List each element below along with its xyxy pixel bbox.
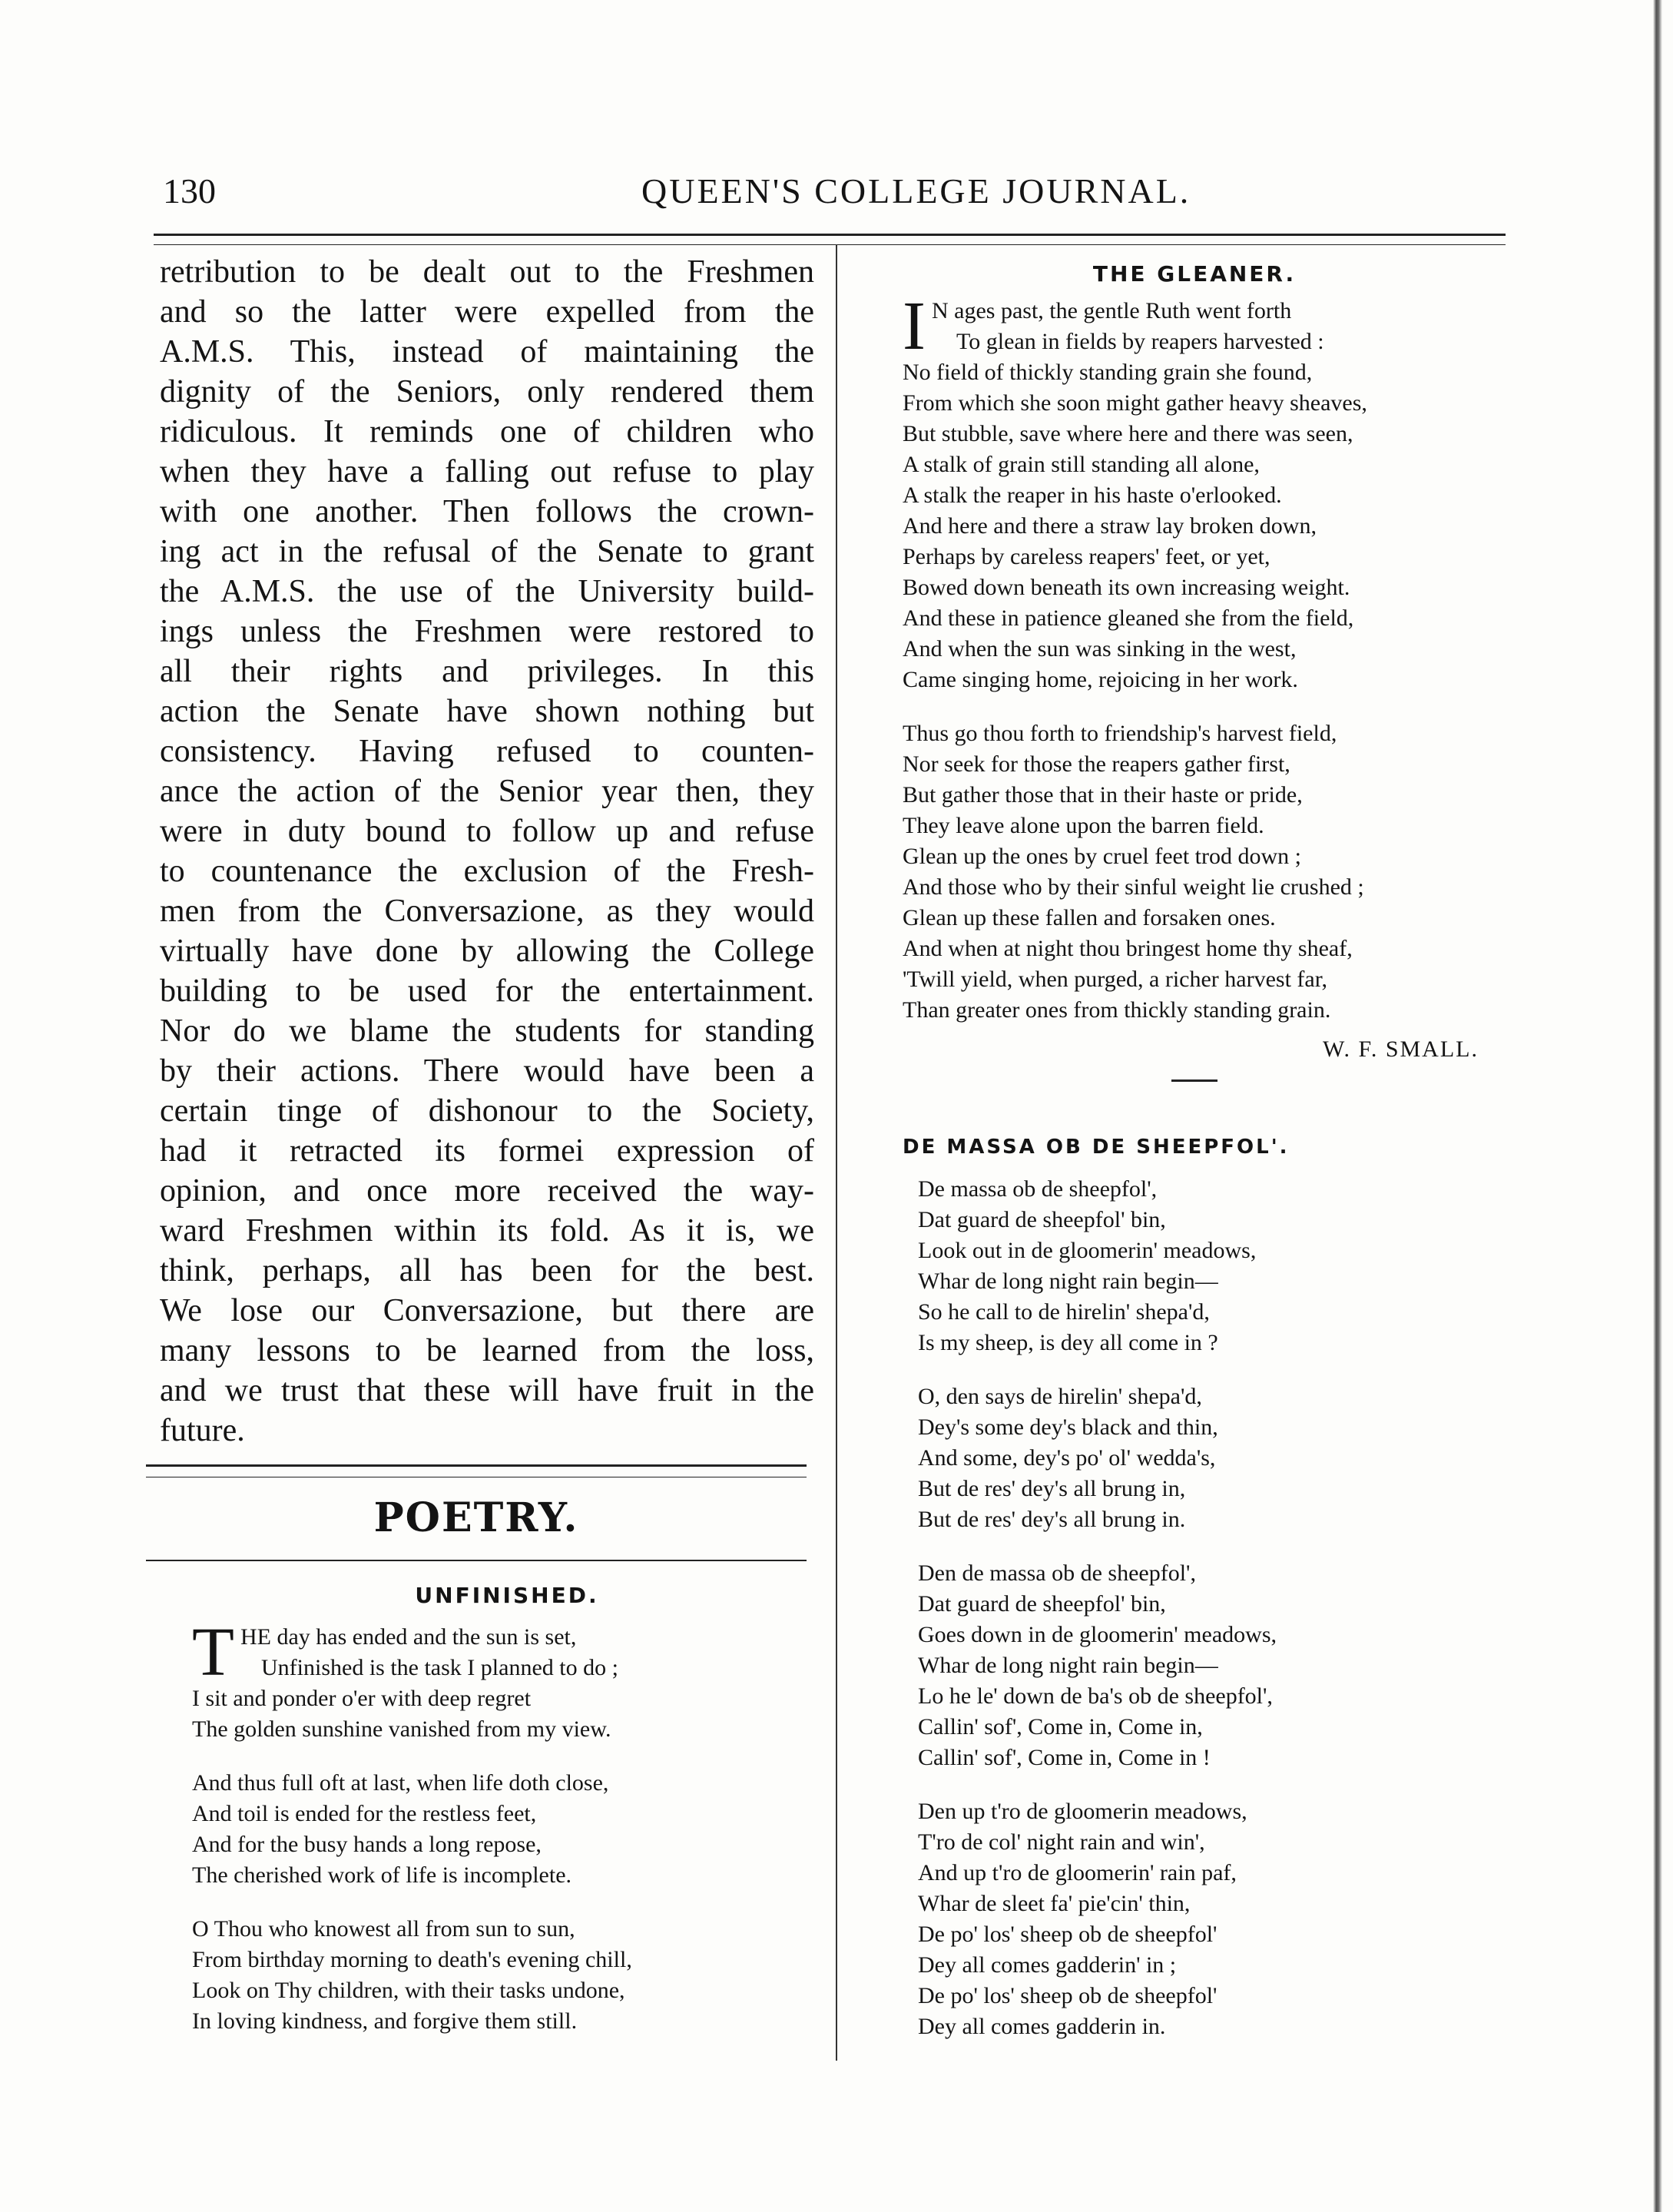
scan-edge-shadow <box>1653 0 1662 2212</box>
verse-line: Glean up these fallen and forsaken ones. <box>903 905 1276 930</box>
editorial-continuation <box>160 252 814 1451</box>
verse-line: Den up t'ro de gloomerin meadows, <box>918 1799 1247 1824</box>
poem-unfinished <box>192 1583 822 2037</box>
verse-line: O Thou who knowest all from sun to sun, <box>192 1916 575 1942</box>
verse-line: The golden sunshine vanished from my view. <box>192 1716 611 1742</box>
prose-line: building to be used for the entertainment. <box>160 973 814 1009</box>
prose-line: were in duty bound to follow up and refuse <box>160 814 814 849</box>
verse-line: Dey all comes gadderin' in ; <box>918 1952 1177 1978</box>
prose-line: ridiculous. It reminds one of children who <box>160 414 814 449</box>
verse-line: N ages past, the gentle Ruth went forth <box>931 298 1292 323</box>
verse-line: Unfinished is the task I planned to do ; <box>261 1655 618 1680</box>
prose-line: men from the Conversazione, as they would <box>160 894 814 929</box>
prose-line: retribution to be dealt out to the Freshmen <box>160 254 814 290</box>
stanza <box>192 1614 822 1745</box>
stanza <box>192 1914 822 2037</box>
prose-line: many lessons to be learned from the loss, <box>160 1333 814 1368</box>
verse-line: And thus full oft at last, when life doth close, <box>192 1770 609 1796</box>
prose-line: A.M.S. This, instead of maintaining the <box>160 334 814 370</box>
verse-line: Dey's some dey's black and thin, <box>918 1414 1218 1440</box>
verse-line: I sit and ponder o'er with deep regret <box>192 1686 532 1711</box>
poem-title: UNFINISHED. <box>415 1583 599 1608</box>
verse-line: Callin' sof', Come in, Come in ! <box>918 1745 1211 1770</box>
verse-line: 'Twill yield, when purged, a richer harvest far, <box>903 967 1328 992</box>
prose-line: We lose our Conversazione, but there are <box>160 1293 814 1328</box>
verse-line: A stalk the reaper in his haste o'erlooked. <box>903 483 1282 508</box>
verse-line: Bowed down beneath its own increasing weight. <box>903 575 1350 600</box>
verse-line: Look on Thy children, with their tasks undone, <box>192 1978 625 2003</box>
verse-line: Whar de long night rain begin— <box>918 1269 1218 1294</box>
verse-line: And these in patience gleaned she from the field, <box>903 605 1354 631</box>
stanza <box>918 1558 1502 1773</box>
prose-line: ance the action of the Senior year then, they <box>160 774 814 809</box>
verse-line: Dat guard de sheepfol' bin, <box>918 1591 1166 1617</box>
verse-line: De po' los' sheep ob de sheepfol' <box>918 1922 1217 1947</box>
verse-line: Than greater ones from thickly standing grain. <box>903 997 1331 1023</box>
section-rule-thick <box>146 1464 807 1467</box>
stanza <box>903 288 1486 695</box>
prose-line: future. <box>160 1413 245 1448</box>
prose-line: virtually have done by allowing the College <box>160 934 814 969</box>
drop-cap: T <box>192 1614 234 1690</box>
header-rule-thick <box>154 234 1506 236</box>
prose-line: ward Freshmen within its fold. As it is, we <box>160 1213 814 1249</box>
verse-line: And up t'ro de gloomerin' rain paf, <box>918 1860 1237 1885</box>
prose-line: consistency. Having refused to counten- <box>160 734 814 769</box>
poetry-section-title: POETRY. <box>373 1494 579 1541</box>
verse-line: But gather those that in their haste or pride, <box>903 782 1303 808</box>
prose-line: with one another. Then follows the crown- <box>160 494 814 529</box>
verse-line: From which she soon might gather heavy sheaves, <box>903 390 1367 416</box>
page-number: 130 <box>163 171 216 211</box>
poem-title: DE MASSA OB DE SHEEPFOL'. <box>903 1136 1290 1159</box>
verse-line: And toil is ended for the restless feet, <box>192 1801 537 1826</box>
poem-title: THE GLEANER. <box>1092 261 1297 287</box>
separator-dash <box>1171 1079 1217 1082</box>
verse-line: To glean in fields by reapers harvested : <box>956 329 1324 354</box>
verse-line: Dey all comes gadderin in. <box>918 2014 1166 2039</box>
verse-line: The cherished work of life is incomplete. <box>192 1862 572 1888</box>
verse-line: And for the busy hands a long repose, <box>192 1832 542 1857</box>
verse-line: Whar de sleet fa' pie'cin' thin, <box>918 1891 1191 1916</box>
verse-line: Came singing home, rejoicing in her work. <box>903 667 1298 692</box>
prose-line: the A.M.S. the use of the University build- <box>160 574 814 609</box>
prose-line: opinion, and once more received the way- <box>160 1173 814 1209</box>
verse-line: They leave alone upon the barren field. <box>903 813 1264 838</box>
verse-line: Perhaps by careless reapers' feet, or yet, <box>903 544 1270 569</box>
verse-line: De massa ob de sheepfol', <box>918 1176 1158 1202</box>
prose-line: by their actions. There would have been a <box>160 1053 814 1089</box>
verse-line: Lo he le' down de ba's ob de sheepfol', <box>918 1683 1273 1709</box>
verse-line: And those who by their sinful weight lie crushed ; <box>903 874 1364 900</box>
verse-line: And when the sun was sinking in the west, <box>903 636 1297 662</box>
verse-line: Den de massa ob de sheepfol', <box>918 1560 1196 1586</box>
stanza <box>903 718 1486 1026</box>
prose-line: had it retracted its formei expression of <box>160 1133 814 1169</box>
prose-line: ings unless the Freshmen were restored to <box>160 614 814 649</box>
stanza <box>918 1381 1502 1535</box>
prose-line: and we trust that these will have fruit in the <box>160 1373 814 1408</box>
poem-signature: W. F. SMALL. <box>1322 1036 1479 1062</box>
verse-line: But stubble, save where here and there was seen, <box>903 421 1353 446</box>
verse-line: From birthday morning to death's evening chill, <box>192 1947 632 1972</box>
verse-line: So he call to de hirelin' shepa'd, <box>918 1299 1210 1325</box>
verse-line: And some, dey's po' ol' wedda's, <box>918 1445 1216 1471</box>
editorial-paragraph <box>160 252 814 1451</box>
prose-line: action the Senate have shown nothing but <box>160 694 814 729</box>
poem-gleaner <box>903 261 1486 1082</box>
prose-line: ing act in the refusal of the Senate to grant <box>160 534 814 569</box>
verse-line: No field of thickly standing grain she found, <box>903 360 1313 385</box>
prose-line: certain tinge of dishonour to the Society, <box>160 1093 814 1129</box>
verse-line: Dat guard de sheepfol' bin, <box>918 1207 1166 1232</box>
poem-massa-ob-de-sheepfol <box>903 1136 1502 2042</box>
prose-line: and so the latter were expelled from the <box>160 294 814 330</box>
stanza <box>918 1174 1502 1358</box>
verse-line: HE day has ended and the sun is set, <box>240 1624 577 1650</box>
drop-cap: I <box>903 288 926 364</box>
verse-line: And here and there a straw lay broken down, <box>903 513 1317 539</box>
verse-line: Callin' sof', Come in, Come in, <box>918 1714 1203 1739</box>
verse-line: But de res' dey's all brung in, <box>918 1476 1186 1501</box>
prose-line: Nor do we blame the students for standing <box>160 1013 814 1049</box>
prose-line: think, perhaps, all has been for the best. <box>160 1253 814 1288</box>
verse-line: Thus go thou forth to friendship's harvest field, <box>903 721 1337 746</box>
verse-line: Nor seek for those the reapers gather first, <box>903 751 1290 777</box>
stanza <box>192 1768 822 1891</box>
verse-line: O, den says de hirelin' shepa'd, <box>918 1384 1202 1409</box>
prose-line: dignity of the Seniors, only rendered them <box>160 374 814 410</box>
verse-line: De po' los' sheep ob de sheepfol' <box>918 1983 1217 2008</box>
verse-line: Is my sheep, is dey all come in ? <box>918 1330 1218 1355</box>
verse-line: Glean up the ones by cruel feet trod down ; <box>903 844 1302 869</box>
verse-line: But de res' dey's all brung in. <box>918 1507 1186 1532</box>
stanza <box>918 1796 1502 2042</box>
column-divider <box>836 244 837 2061</box>
verse-line: And when at night thou bringest home thy sheaf, <box>903 936 1353 961</box>
verse-line: Goes down in de gloomerin' meadows, <box>918 1622 1277 1647</box>
prose-line: all their rights and privileges. In this <box>160 654 814 689</box>
running-title: QUEEN'S COLLEGE JOURNAL. <box>641 171 1191 211</box>
verse-line: In loving kindness, and forgive them still. <box>192 2008 578 2034</box>
verse-line: Look out in de gloomerin' meadows, <box>918 1238 1257 1263</box>
prose-line: when they have a falling out refuse to play <box>160 454 814 489</box>
verse-line: A stalk of grain still standing all alone, <box>903 452 1260 477</box>
verse-line: Whar de long night rain begin— <box>918 1653 1218 1678</box>
verse-line: T'ro de col' night rain and win', <box>918 1829 1205 1855</box>
header-rule-thin <box>154 244 1506 245</box>
section-rule-under-title <box>146 1560 807 1561</box>
prose-line: to countenance the exclusion of the Fresh- <box>160 854 814 889</box>
